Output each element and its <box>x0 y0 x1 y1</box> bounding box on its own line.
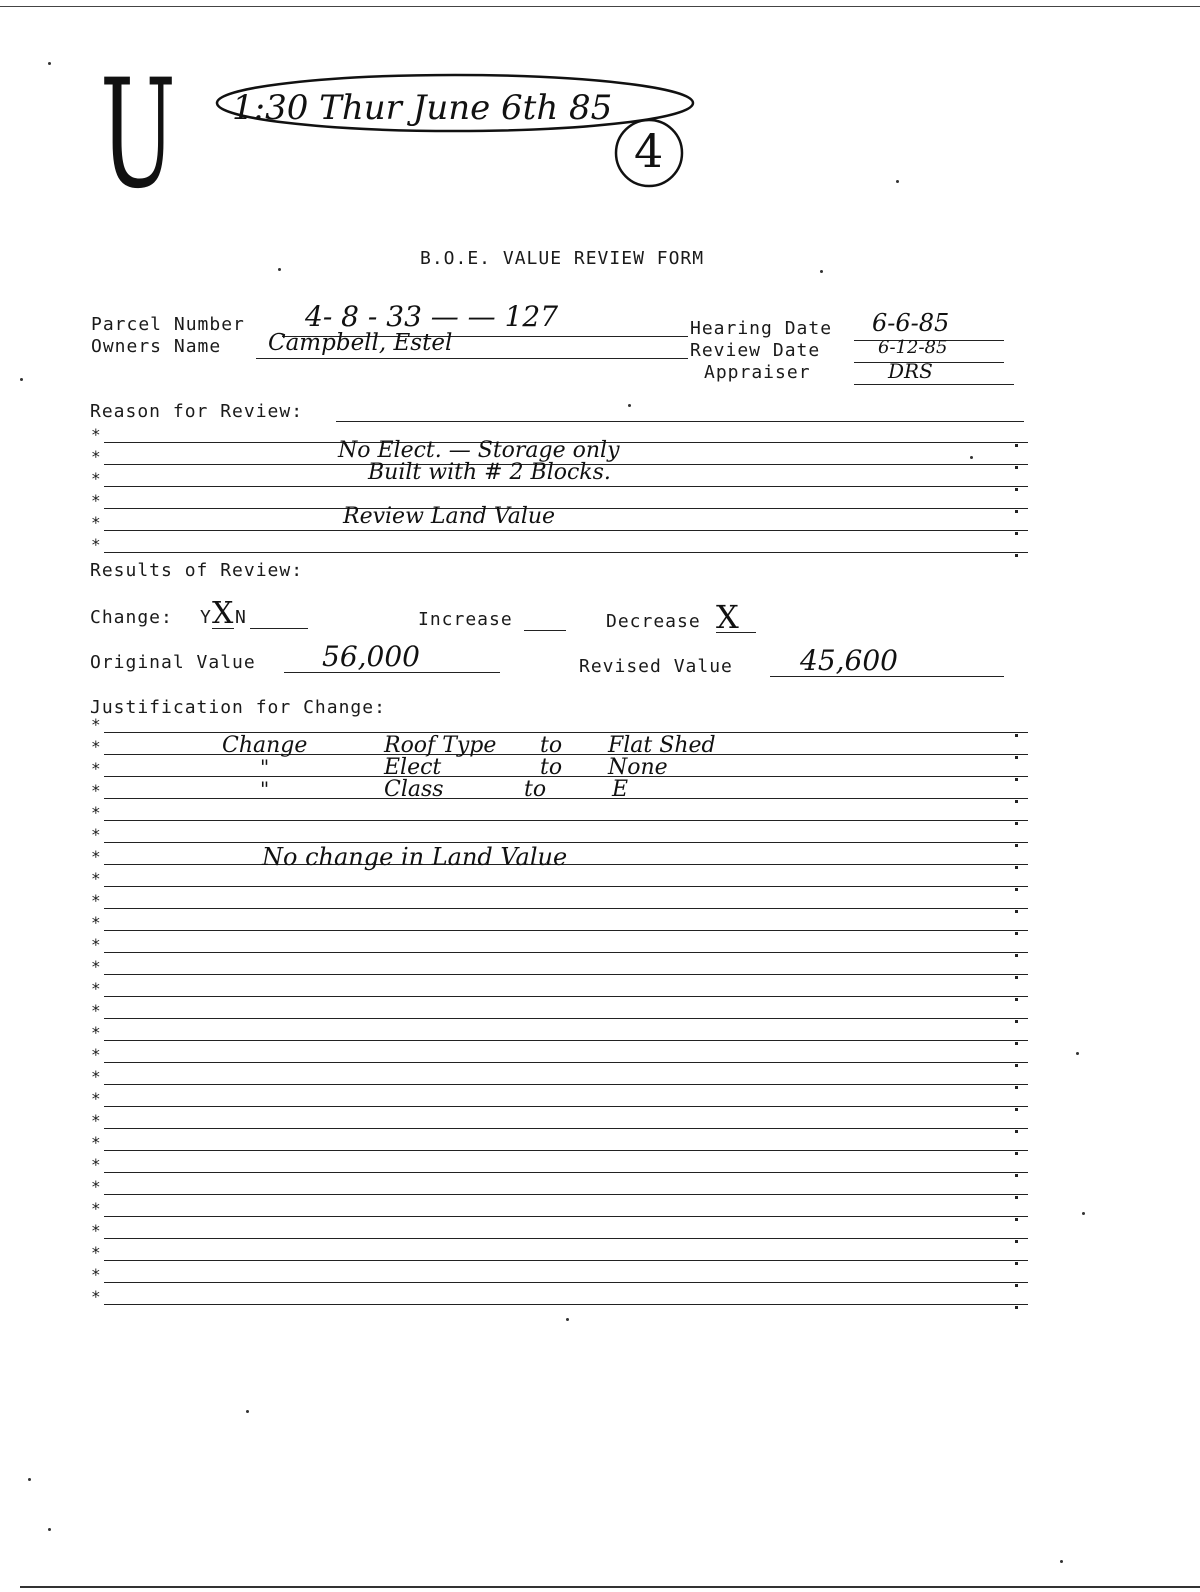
decrease-mark: X <box>716 598 739 636</box>
justification-text: Change <box>222 733 308 758</box>
justification-text: Elect <box>384 755 442 780</box>
change-yes-label: Y <box>200 607 212 628</box>
justification-line <box>88 935 1028 957</box>
justification-text: E <box>612 777 629 802</box>
hearing-date-value: 6-6-85 <box>872 309 950 337</box>
justification-line <box>88 1023 1028 1045</box>
scan-bottom-edge <box>20 1586 1200 1588</box>
justification-line <box>88 1155 1028 1177</box>
parcel-number-label: Parcel Number <box>91 314 245 335</box>
justification-line <box>88 1001 1028 1023</box>
justification-line <box>88 957 1028 979</box>
justification-line <box>88 1199 1028 1221</box>
circled-number: 4 <box>634 124 664 178</box>
row-marker: * <box>91 869 101 888</box>
owners-name-label: Owners Name <box>91 336 222 357</box>
justification-text: Roof Type <box>384 733 497 758</box>
row-marker: * <box>91 979 101 998</box>
row-marker: * <box>91 737 101 756</box>
reason-text: Built with # 2 Blocks. <box>368 460 611 485</box>
justification-line <box>88 803 1028 825</box>
row-marker: * <box>91 1155 101 1174</box>
justification-text: None <box>608 755 668 780</box>
row-marker: * <box>91 847 101 866</box>
row-marker: * <box>91 1045 101 1064</box>
increase-label: Increase <box>418 609 513 630</box>
decrease-label: Decrease <box>606 611 701 632</box>
hearing-date-label: Hearing Date <box>690 318 833 339</box>
revised-value: 45,600 <box>800 644 898 677</box>
row-marker: * <box>91 935 101 954</box>
row-marker: * <box>91 825 101 844</box>
handwritten-letter: U <box>100 48 176 222</box>
justification-line <box>88 1177 1028 1199</box>
results-label: Results of Review: <box>90 560 304 581</box>
revised-value-label: Revised Value <box>579 656 733 677</box>
justification-line <box>88 913 1028 935</box>
justification-line <box>88 1089 1028 1111</box>
row-marker: * <box>91 1265 101 1284</box>
justification-line <box>88 891 1028 913</box>
row-marker: * <box>91 913 101 932</box>
row-marker: * <box>91 491 101 510</box>
justification-line <box>88 1221 1028 1243</box>
justification-text: No change in Land Value <box>262 843 568 871</box>
justification-text: to <box>540 733 563 758</box>
row-marker: * <box>91 425 101 444</box>
row-marker: * <box>91 513 101 532</box>
owners-name-value: Campbell, Estel <box>268 330 453 356</box>
reason-line <box>88 460 1028 491</box>
row-marker: * <box>91 803 101 822</box>
row-marker: * <box>91 759 101 778</box>
scan-top-edge <box>0 6 1200 7</box>
justification-text: to <box>540 755 563 780</box>
row-marker: * <box>91 1111 101 1130</box>
change-no-label: N <box>235 607 247 628</box>
row-marker: * <box>91 957 101 976</box>
parcel-number-value: 4- 8 - 33 — — 127 <box>305 300 559 333</box>
row-marker: * <box>91 1177 101 1196</box>
justification-line <box>88 869 1028 891</box>
handwritten-time-date: 1:30 Thur June 6th 85 <box>232 88 613 128</box>
review-date-label: Review Date <box>690 340 821 361</box>
row-marker: * <box>91 1001 101 1020</box>
form-title: B.O.E. VALUE REVIEW FORM <box>420 248 705 269</box>
appraiser-value: DRS <box>888 359 933 383</box>
row-marker: * <box>91 1133 101 1152</box>
justification-text: Class <box>384 777 444 802</box>
reason-line <box>88 504 1028 535</box>
review-date-value: 6-12-85 <box>878 337 948 358</box>
row-marker: * <box>91 1089 101 1108</box>
justification-line <box>88 1067 1028 1089</box>
row-marker: * <box>91 1243 101 1262</box>
justification-text: to <box>524 777 547 802</box>
row-marker: * <box>91 1199 101 1218</box>
row-marker: * <box>91 781 101 800</box>
row-marker: * <box>91 715 101 734</box>
original-value-label: Original Value <box>90 652 256 673</box>
appraiser-label: Appraiser <box>704 362 811 383</box>
row-marker: * <box>91 1221 101 1240</box>
row-marker: * <box>91 1287 101 1306</box>
justification-line <box>88 1265 1028 1287</box>
justification-label: Justification for Change: <box>90 697 386 718</box>
row-marker: * <box>91 447 101 466</box>
row-marker: * <box>91 469 101 488</box>
justification-text: " <box>260 755 270 779</box>
justification-line <box>88 781 1028 803</box>
reason-line <box>88 491 1028 513</box>
original-value: 56,000 <box>322 640 420 673</box>
row-marker: * <box>91 1023 101 1042</box>
row-marker: * <box>91 1067 101 1086</box>
justification-line <box>88 1045 1028 1067</box>
justification-line <box>88 1111 1028 1133</box>
justification-line <box>88 1287 1028 1309</box>
justification-text: Flat Shed <box>608 733 716 758</box>
justification-line <box>88 1133 1028 1155</box>
justification-line <box>88 1243 1028 1265</box>
justification-text: " <box>260 777 270 801</box>
reason-text: Review Land Value <box>343 504 556 529</box>
change-yes-mark: X <box>212 596 234 631</box>
row-marker: * <box>91 535 101 554</box>
reason-line <box>88 535 1028 557</box>
reason-label: Reason for Review: <box>90 401 304 422</box>
row-marker: * <box>91 891 101 910</box>
justification-line <box>88 979 1028 1001</box>
change-label: Change: <box>90 607 173 628</box>
reason-text: No Elect. — Storage only <box>338 438 620 463</box>
